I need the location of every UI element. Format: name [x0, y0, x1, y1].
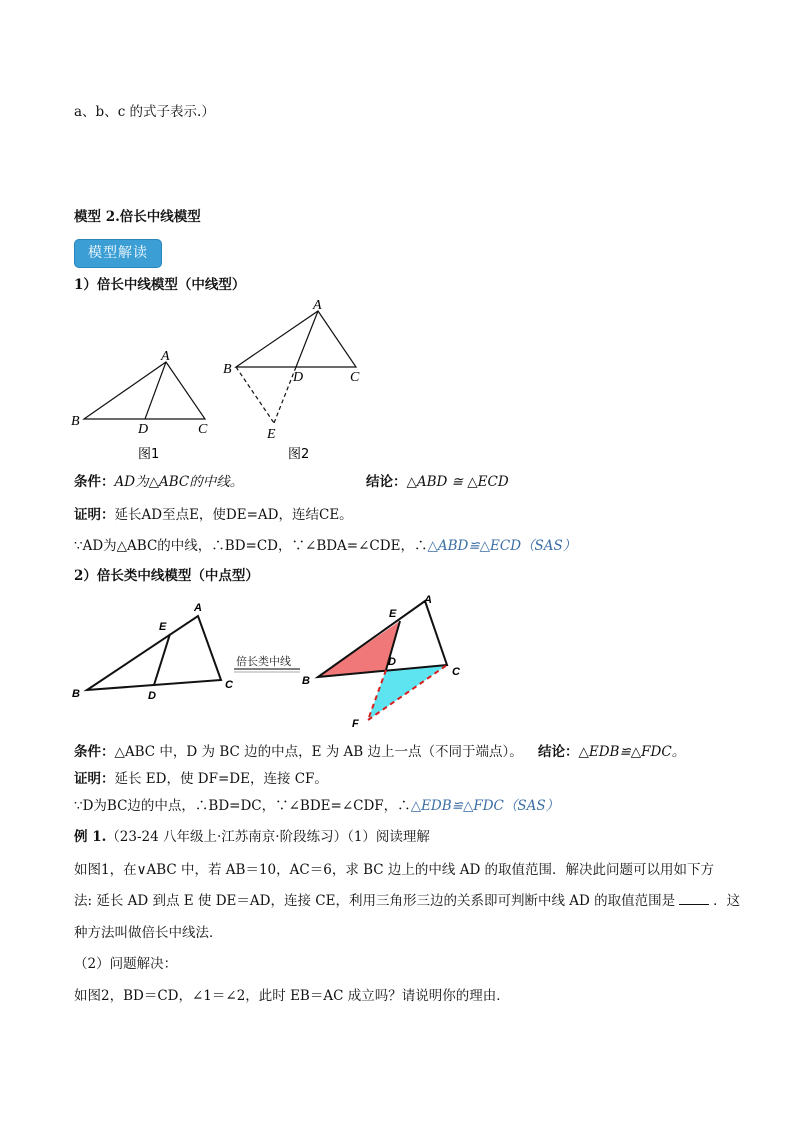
fig4-label-a: A [424, 594, 432, 606]
fig2-label-b: B [223, 362, 232, 377]
example-line-1: 如图1，在∨ABC 中，若 AB＝10，AC＝6，求 BC 边上的中线 AD 的取值范围．解决此问题可以用如下方 [74, 862, 715, 878]
part2-condition-label: 条件： [74, 744, 115, 760]
fig1-label-c: C [198, 422, 208, 437]
part2-proof-label: 证明： [74, 771, 115, 787]
fig1-caption: 图1 [138, 447, 160, 462]
part2-conclusion [538, 743, 685, 761]
part2-reason-text: ∵D为BC边的中点，∴BD=DC，∵∠BDE=∠CDF，∴ [74, 798, 411, 814]
fig2-label-c: C [350, 370, 360, 385]
fig3-label-e: E [159, 621, 167, 633]
part1-reason-result: △ABD≌△ECD（SAS） [427, 538, 577, 554]
fig2-label-d: D [293, 370, 304, 385]
example-line-4: 如图2，BD＝CD，∠1＝∠2，此时 EB＝AC 成立吗？请说明你的理由． [74, 988, 510, 1004]
fig1-label-b: B [71, 414, 80, 429]
fig2-caption: 图2 [288, 447, 310, 462]
part1-heading: 1）倍长中线模型（中线型） [74, 277, 246, 293]
part1-condition-label: 条件： [74, 474, 115, 490]
example-line-2a: 法: 延长 AD 到点 E 使 DE＝AD，连接 CE，利用三角形三边的关系即可判断中线 AD 的取值范围是 [74, 893, 676, 909]
part2-condition [74, 743, 523, 761]
part1-conclusion-label: 结论： [366, 474, 407, 490]
intro-line: a、b、c 的式子表示.） [74, 104, 215, 120]
fig3-label-a: A [194, 602, 202, 614]
fig3-label-c: C [225, 679, 233, 691]
section-title: 模型 2.倍长中线模型 [74, 209, 201, 225]
part1-reason-text: ∵AD为△ABC的中线，∴BD=CD，∵∠BDA=∠CDE，∴ [74, 538, 428, 554]
fig4-label-b: B [302, 675, 310, 687]
part2-conclusion-text: △EDB≌△FDC。 [578, 744, 686, 760]
part2-condition-text: △ABC 中，D 为 BC 边的中点，E 为 AB 边上一点（不同于端点）。 [114, 744, 523, 760]
part2-reason-result: △EDB≌△FDC（SAS） [410, 798, 560, 814]
example-line-3: 种方法叫做倍长中线法． [74, 925, 223, 941]
part1-proof-label: 证明： [74, 507, 115, 523]
fig4-label-d: D [388, 656, 396, 668]
part1-proof-text: 延长AD至点E，使DE=AD，连结CE。 [114, 507, 353, 523]
example-part2-label: （2）问题解决： [74, 956, 178, 972]
example-line-2 [74, 891, 740, 910]
part2-reason [74, 797, 559, 815]
part2-proof [74, 770, 328, 788]
example-source: （23-24 八年级上·江苏南京·阶段练习）（1）阅读理解 [106, 829, 430, 845]
fig3-label-d: D [148, 690, 156, 702]
example-label: 例 1. [74, 829, 107, 845]
part1-condition-text: AD为△ABC的中线。 [114, 474, 244, 490]
fig4-label-c: C [452, 666, 460, 678]
answer-blank[interactable] [679, 891, 709, 905]
part2-proof-text: 延长 ED，使 DF=DE，连接 CF。 [114, 771, 328, 787]
fig1-label-a: A [161, 349, 170, 364]
model-interpretation-tag: 模型解读 [74, 239, 162, 268]
example-header [74, 828, 430, 846]
example-line-2b: ．这 [713, 893, 741, 909]
part1-conclusion-text: △ABD ≅ △ECD [406, 474, 509, 490]
fig4-label-e: E [389, 608, 397, 620]
transform-arrow-label: 倍长类中线 [236, 655, 291, 668]
fig2-label-a: A [313, 298, 322, 313]
fig1-label-d: D [138, 422, 149, 437]
part2-heading: 2）倍长类中线模型（中点型） [74, 568, 259, 584]
part2-conclusion-label: 结论： [538, 744, 579, 760]
fig3-label-b: B [72, 688, 80, 700]
fig2-label-e: E [267, 427, 276, 442]
fig4-label-f: F [352, 718, 359, 730]
